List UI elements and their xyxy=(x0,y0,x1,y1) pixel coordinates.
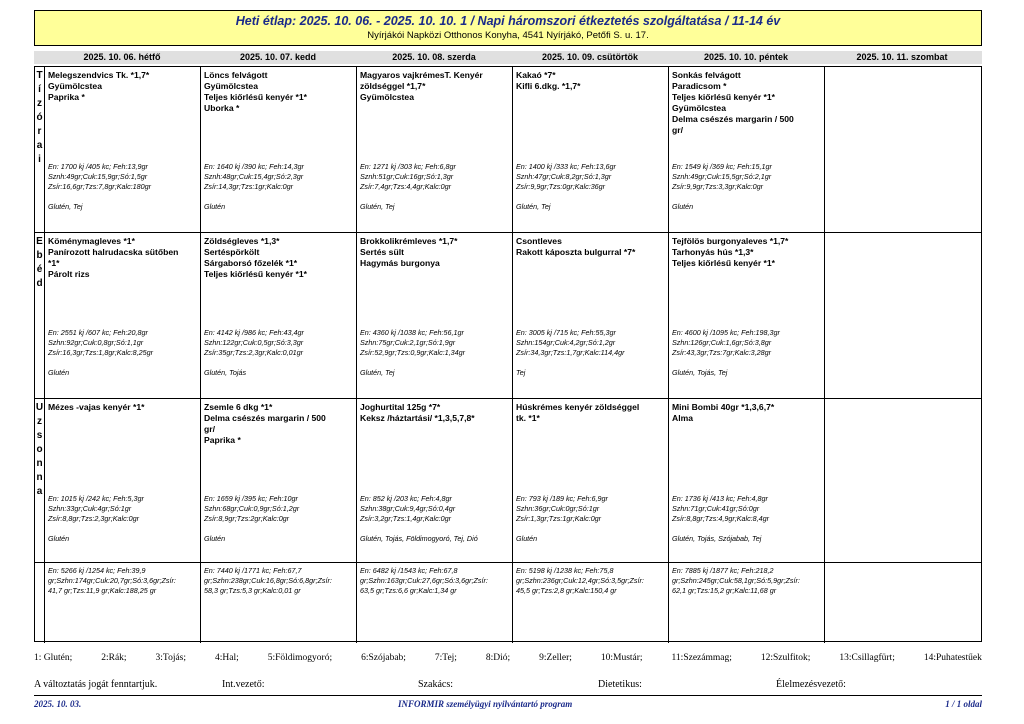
nutrition-line: Sznh:49gr;Cuk:15,9gr;Só:1,5gr xyxy=(48,172,148,181)
nutrition-line: En: 1736 kj /413 kc; Feh:4,8gr xyxy=(672,494,768,503)
menu-cell xyxy=(669,399,825,562)
meal-item: Melegszendvics Tk. *1,7* xyxy=(48,70,150,80)
meal-item: Delma csészés margarin / 500 xyxy=(672,114,794,124)
meal-item: tk. *1* xyxy=(516,413,540,423)
section-label-letter: s xyxy=(36,430,43,441)
meal-item: Mini Bombi 40gr *1,3,6,7* xyxy=(672,402,775,412)
meal-item: Paradicsom * xyxy=(672,81,727,91)
meal-item: gr/ xyxy=(204,424,215,434)
nutrition-line: Sznh:51gr;Cuk:16gr;Só:1,3gr xyxy=(360,172,454,181)
nutrition-line: Zsír:14,3gr;Tzs:1gr;Kalc:0gr xyxy=(204,182,294,191)
meal-item: Teljes kiőrlésű kenyér *1* xyxy=(204,269,308,279)
meal-item: Delma csészés margarin / 500 xyxy=(204,413,326,423)
day-header-monday: 2025. 10. 06. hétfő xyxy=(83,52,161,62)
nutrition-line: Szhn:33gr;Cuk:4gr;Só:1gr xyxy=(48,504,132,513)
allergen-info: Glutén, Tojás, Tej xyxy=(672,368,728,377)
section-label-letter: a xyxy=(36,486,43,497)
meal-item: Alma xyxy=(672,413,694,423)
section-label-letter: E xyxy=(36,236,43,247)
nutrition-line: En: 1700 kj /405 kc; Feh:13,9gr xyxy=(48,162,148,171)
allergen-info: Glutén, Tej xyxy=(48,202,83,211)
total-line: 41,7 gr;Tzs:11,9 gr;Kalc:188,25 gr xyxy=(48,586,157,595)
menu-cell xyxy=(201,399,357,562)
footer-page: 1 / 1 oldal xyxy=(945,699,982,709)
meal-items xyxy=(360,402,510,424)
menu-cell xyxy=(513,233,669,398)
meal-item: Köménymagleves *1* xyxy=(48,236,135,246)
footer-program: INFORMIR személyügyi nyilvántartó program xyxy=(398,699,573,709)
total-line: gr;Szhn:245gr;Cuk:58,1gr;Só:5,9gr;Zsír: xyxy=(672,576,800,585)
menu-cell xyxy=(45,233,201,398)
nutrition-line: Szhn:36gr;Cuk:0gr;Só:1gr xyxy=(516,504,600,513)
meal-item: Zöldségleves *1,3* xyxy=(204,236,280,246)
allergen-legend-item: 10:Mustár; xyxy=(600,653,643,663)
total-line: En: 7885 kj /1877 kc; Feh:218,2 xyxy=(672,566,774,575)
nutrition-line: Sznh:48gr;Cuk:15,4gr;Só:2,3gr xyxy=(204,172,304,181)
meal-section-label xyxy=(35,233,45,398)
meal-item: Mézes -vajas kenyér *1* xyxy=(48,402,145,412)
allergen-legend-item: 3:Tojás; xyxy=(155,653,187,663)
meal-items xyxy=(48,70,198,103)
section-label-letter: r xyxy=(37,126,42,137)
nutrition-line: En: 1400 kj /333 kc; Feh:13,6gr xyxy=(516,162,616,171)
totals-cell xyxy=(45,563,201,643)
allergen-legend-item: 9:Zeller; xyxy=(539,653,572,663)
meal-item: zöldséggel *1,7* xyxy=(360,81,426,91)
nutrition-info xyxy=(360,328,510,358)
meal-item: gr/ xyxy=(672,125,683,135)
total-line: gr;Szhn:174gr;Cuk:20,7gr;Só:3,6gr;Zsír: xyxy=(48,576,176,585)
meal-item: Rakott káposzta bulgurral *7* xyxy=(516,247,636,257)
nutrition-line: Zsír:9,9gr;Tzs:3,3gr;Kalc:0gr xyxy=(672,182,764,191)
section-label-letter: n xyxy=(36,472,43,483)
meal-section-label xyxy=(35,67,45,232)
total-line: gr;Szhn:238gr;Cuk:16,8gr;Só:6,8gr;Zsír: xyxy=(204,576,332,585)
allergen-info: Glutén xyxy=(204,202,226,211)
allergen-legend-item: 4:Hal; xyxy=(215,653,239,663)
totals-cell xyxy=(513,563,669,643)
page-title: Heti étlap: 2025. 10. 06. - 2025. 10. 10. 1 / Napi háromszori étkeztetés szolgáltatása / 11-14 év xyxy=(235,14,781,28)
menu-cell xyxy=(513,399,669,562)
menu-cell xyxy=(513,67,669,232)
meal-items xyxy=(204,402,354,446)
nutrition-info xyxy=(204,162,354,192)
meal-item: Uborka * xyxy=(204,103,240,113)
allergen-info: Tej xyxy=(516,368,526,377)
meal-item: Gyümölcstea xyxy=(204,81,258,91)
section-label-letter: z xyxy=(37,416,42,427)
nutrition-line: Sznh:47gr;Cuk:8,2gr;Só:1,3gr xyxy=(516,172,612,181)
meal-section-row xyxy=(35,233,981,399)
menu-cell xyxy=(201,233,357,398)
allergen-legend-item: 11:Szezámmag; xyxy=(671,653,732,663)
meal-item: Paprika * xyxy=(204,435,241,445)
meal-item: Keksz /háztartási/ *1,3,5,7,8* xyxy=(360,413,475,423)
nutrition-line: En: 4600 kj /1095 kc; Feh:198,3gr xyxy=(672,328,780,337)
footer-divider xyxy=(34,695,982,696)
meal-item: *1* xyxy=(48,258,60,268)
meal-items xyxy=(672,402,822,424)
allergen-info: Glutén, Tojás xyxy=(204,368,247,377)
nutrition-line: Zsír:8,9gr;Tzs:2gr;Kalc:0gr xyxy=(204,514,290,523)
meal-item: Zsemle 6 dkg *1* xyxy=(204,402,273,412)
total-line: En: 5266 kj /1254 kc; Feh:39,9 xyxy=(48,566,146,575)
nutrition-line: En: 3005 kj /715 kc; Feh:55,3gr xyxy=(516,328,616,337)
menu-cell xyxy=(669,67,825,232)
totals-cell xyxy=(201,563,357,643)
meal-items xyxy=(204,236,354,280)
allergen-info: Glutén, Tojás, Földimogyoró, Tej, Dió xyxy=(360,534,478,543)
meal-items xyxy=(48,402,198,413)
day-header-saturday: 2025. 10. 11. szombat xyxy=(856,52,948,62)
nutrition-info xyxy=(204,328,354,358)
menu-cell xyxy=(357,399,513,562)
meal-items xyxy=(516,70,666,92)
section-label-letter: ó xyxy=(36,112,43,123)
meal-section-row xyxy=(35,399,981,563)
nutrition-info xyxy=(48,328,198,358)
section-label-letter: é xyxy=(36,264,43,275)
section-label-letter: b xyxy=(36,250,43,261)
allergen-legend-item: 8:Dió; xyxy=(485,653,511,663)
allergen-legend-item: 2:Rák; xyxy=(101,653,127,663)
nutrition-line: Szhn:122gr;Cuk:0,5gr;Só:3,3gr xyxy=(204,338,304,347)
meal-item: Gyümölcstea xyxy=(360,92,414,102)
section-label-letter: n xyxy=(36,458,43,469)
meal-item: Gyümölcstea xyxy=(672,103,726,113)
meal-item: Tejfölös burgonyaleves *1,7* xyxy=(672,236,789,246)
nutrition-line: Zsír:35gr;Tzs:2,3gr;Kalc:0,01gr xyxy=(204,348,304,357)
menu-cell xyxy=(357,233,513,398)
meal-item: Panírozott halrudacska sütőben xyxy=(48,247,179,257)
meal-item: Sárgaborsó főzelék *1* xyxy=(204,258,298,268)
allergen-legend-item: 12:Szulfitok; xyxy=(760,653,811,663)
nutrition-line: En: 1659 kj /395 kc; Feh:10gr xyxy=(204,494,298,503)
nutrition-info xyxy=(360,162,510,192)
day-header-wednesday: 2025. 10. 08. szerda xyxy=(392,52,476,62)
menu-grid xyxy=(34,66,982,642)
day-header-row xyxy=(34,51,982,64)
meal-item: Párolt rizs xyxy=(48,269,90,279)
totals-cell xyxy=(357,563,513,643)
signature-szakacs: Szakács: xyxy=(418,679,453,690)
nutrition-line: En: 4142 kj /986 kc; Feh:43,4gr xyxy=(204,328,304,337)
allergen-legend-item: 5:Földimogyoró; xyxy=(267,653,333,663)
total-line: 63,5 gr;Tzs:6,6 gr;Kalc:1,34 gr xyxy=(360,586,457,595)
allergen-info: Glutén xyxy=(48,534,70,543)
allergen-info: Glutén, Tej xyxy=(516,202,551,211)
section-label-letter: T xyxy=(36,70,43,81)
meal-items xyxy=(48,236,198,280)
daily-total-nutrition xyxy=(204,566,354,596)
menu-cell xyxy=(201,67,357,232)
meal-items xyxy=(672,236,822,269)
meal-item: Hagymás burgonya xyxy=(360,258,440,268)
total-line: En: 6482 kj /1543 kc; Feh:67,8 xyxy=(360,566,458,575)
nutrition-line: Zsír:1,3gr;Tzs:1gr;Kalc:0gr xyxy=(516,514,602,523)
nutrition-info xyxy=(516,328,666,358)
menu-cell xyxy=(357,67,513,232)
allergen-info: Glutén, Tojás, Szójabab, Tej xyxy=(672,534,762,543)
menu-cell xyxy=(825,233,981,398)
allergen-legend-item: 6:Szójabab; xyxy=(361,653,406,663)
section-label-letter: í xyxy=(38,84,41,95)
daily-totals-row xyxy=(35,563,981,643)
meal-item: Teljes kiőrlésű kenyér *1* xyxy=(204,92,308,102)
nutrition-line: Zsír:9,9gr;Tzs:0gr;Kalc:36gr xyxy=(516,182,606,191)
section-label-letter: a xyxy=(36,140,43,151)
total-line: En: 5198 kj /1238 kc; Feh:75,8 xyxy=(516,566,614,575)
allergen-legend-item: 14:Puhatestűek xyxy=(923,653,982,663)
nutrition-info xyxy=(516,494,666,524)
meal-items xyxy=(204,70,354,114)
meal-item: Csontleves xyxy=(516,236,562,246)
day-header-tuesday: 2025. 10. 07. kedd xyxy=(239,52,317,62)
section-label-letter: o xyxy=(36,444,43,455)
allergen-legend-item: 13:Csillagfürt; xyxy=(839,653,895,663)
day-header-thursday: 2025. 10. 09. csütörtök xyxy=(541,52,639,62)
nutrition-line: Zsír:7,4gr;Tzs:4,4gr;Kalc:0gr xyxy=(360,182,452,191)
section-label-letter: d xyxy=(36,278,43,289)
meal-items xyxy=(360,70,510,103)
meal-item: Joghurtital 125g *7* xyxy=(360,402,441,412)
day-header-friday: 2025. 10. 10. péntek xyxy=(703,52,789,62)
meal-item: Teljes kiőrlésű kenyér *1* xyxy=(672,92,776,102)
nutrition-info xyxy=(672,494,822,524)
nutrition-line: Szhn:154gr;Cuk:4,2gr;Só:1,2gr xyxy=(516,338,616,347)
allergen-legend-item: 7:Tej; xyxy=(434,653,457,663)
allergen-legend xyxy=(34,653,982,663)
meal-item: Gyümölcstea xyxy=(48,81,102,91)
daily-total-nutrition xyxy=(48,566,198,596)
daily-total-nutrition xyxy=(516,566,666,596)
meal-item: Magyaros vajkrémesT. Kenyér xyxy=(360,70,483,80)
nutrition-line: En: 1271 kj /303 kc; Feh:6,8gr xyxy=(360,162,456,171)
nutrition-line: En: 1640 kj /390 kc; Feh:14,3gr xyxy=(204,162,304,171)
nutrition-line: Zsír:34,3gr;Tzs:1,7gr;Kalc:114,4gr xyxy=(516,348,625,357)
meal-items xyxy=(672,70,822,136)
meal-section-label xyxy=(35,399,45,562)
allergen-legend-item: 1: Glutén; xyxy=(34,653,73,663)
meal-item: Teljes kiőrlésű kenyér *1* xyxy=(672,258,776,268)
daily-total-nutrition xyxy=(360,566,510,596)
meal-item: Kifli 6.dkg. *1,7* xyxy=(516,81,581,91)
menu-cell xyxy=(825,399,981,562)
nutrition-info xyxy=(48,162,198,192)
total-line: gr;Szhn:163gr;Cuk:27,6gr;Só:3,6gr;Zsír: xyxy=(360,576,488,585)
menu-cell xyxy=(669,233,825,398)
nutrition-info xyxy=(672,162,822,192)
total-line: gr;Szhn:236gr;Cuk:12,4gr;Só:3,5gr;Zsír: xyxy=(516,576,644,585)
nutrition-info xyxy=(204,494,354,524)
total-line: 45,5 gr;Tzs:2,8 gr;Kalc:150,4 gr xyxy=(516,586,617,595)
meal-item: Sertéspörkölt xyxy=(204,247,260,257)
meal-section-row xyxy=(35,67,981,233)
meal-item: Húskrémes kenyér zöldséggel xyxy=(516,402,640,412)
nutrition-line: En: 1549 kj /369 kc; Feh:15,1gr xyxy=(672,162,772,171)
nutrition-line: Szhn:38gr;Cuk:9,4gr;Só:0,4gr xyxy=(360,504,456,513)
meal-item: Sonkás felvágott xyxy=(672,70,741,80)
nutrition-line: En: 2551 kj /607 kc; Feh:20,8gr xyxy=(48,328,148,337)
meal-item: Kakaó *7* xyxy=(516,70,556,80)
daily-total-nutrition xyxy=(672,566,822,596)
meal-item: Löncs felvágott xyxy=(204,70,268,80)
rights-note: A változtatás jogát fenntartjuk. xyxy=(34,679,158,690)
signature-int-vezeto: Int.vezető: xyxy=(222,679,265,690)
totals-label xyxy=(35,563,45,643)
nutrition-line: Zsír:16,6gr;Tzs:7,8gr;Kalc:180gr xyxy=(48,182,152,191)
nutrition-line: En: 852 kj /203 kc; Feh:4,8gr xyxy=(360,494,452,503)
nutrition-line: Zsír:16,3gr;Tzs:1,8gr;Kalc:8,25gr xyxy=(48,348,154,357)
total-line: En: 7440 kj /1771 kc; Feh:67,7 xyxy=(204,566,302,575)
allergen-info: Glutén xyxy=(204,534,226,543)
totals-cell xyxy=(669,563,825,643)
nutrition-line: Zsír:8,8gr;Tzs:2,3gr;Kalc:0gr xyxy=(48,514,140,523)
nutrition-info xyxy=(672,328,822,358)
nutrition-line: Zsír:43,3gr;Tzs:7gr;Kalc:3,28gr xyxy=(672,348,772,357)
nutrition-line: Szhn:126gr;Cuk:1,6gr;Só:3,8gr xyxy=(672,338,772,347)
nutrition-line: En: 793 kj /189 kc; Feh:6,9gr xyxy=(516,494,608,503)
page-subtitle: Nyírjákói Napközi Otthonos Konyha, 4541 Nyírjákó, Petőfi S. u. 17. xyxy=(367,30,649,41)
footer-date: 2025. 10. 03. xyxy=(34,699,82,709)
day-header-spacer xyxy=(34,51,44,64)
meal-items xyxy=(360,236,510,269)
meal-item: Tarhonyás hús *1,3* xyxy=(672,247,754,257)
nutrition-line: Szhn:68gr;Cuk:0,9gr;Só:1,2gr xyxy=(204,504,300,513)
section-label-letter: i xyxy=(38,154,41,165)
nutrition-line: Szhn:71gr;Cuk:41gr;Só:0gr xyxy=(672,504,760,513)
meal-item: Sertés sült xyxy=(360,247,404,257)
total-line: 62,1 gr;Tzs:15,2 gr;Kalc:11,68 gr xyxy=(672,586,777,595)
signature-elelmezesvezeto: Élelmezésvezető: xyxy=(776,679,846,690)
meal-item: Brokkolikrémleves *1,7* xyxy=(360,236,458,246)
nutrition-line: Szhn:75gr;Cuk:2,1gr;Só:1,9gr xyxy=(360,338,456,347)
menu-cell xyxy=(825,67,981,232)
nutrition-line: Sznh:49gr;Cuk:15,5gr;Só:2,1gr xyxy=(672,172,772,181)
nutrition-line: En: 4360 kj /1038 kc; Feh:56,1gr xyxy=(360,328,464,337)
nutrition-line: En: 1015 kj /242 kc; Feh:5,3gr xyxy=(48,494,144,503)
nutrition-line: Zsír:8,8gr;Tzs:4,9gr;Kalc:8,4gr xyxy=(672,514,770,523)
meal-item: Paprika * xyxy=(48,92,85,102)
menu-cell xyxy=(45,67,201,232)
allergen-info: Glutén xyxy=(516,534,538,543)
section-label-letter: U xyxy=(35,402,44,413)
nutrition-info xyxy=(360,494,510,524)
nutrition-line: Zsír:3,2gr;Tzs:1,4gr;Kalc:0gr xyxy=(360,514,452,523)
allergen-info: Glutén xyxy=(672,202,694,211)
section-label-letter: z xyxy=(37,98,42,109)
nutrition-line: Zsír:52,9gr;Tzs:0,9gr;Kalc:1,34gr xyxy=(360,348,466,357)
totals-cell xyxy=(825,563,981,643)
total-line: 58,3 gr;Tzs:5,3 gr;Kalc:0,01 gr xyxy=(204,586,301,595)
allergen-info: Glutén xyxy=(48,368,70,377)
menu-cell xyxy=(45,399,201,562)
nutrition-info xyxy=(48,494,198,524)
meal-items xyxy=(516,402,666,424)
nutrition-line: Szhn:92gr;Cuk:0,8gr;Só:1,1gr xyxy=(48,338,144,347)
title-box xyxy=(34,10,982,46)
meal-items xyxy=(516,236,666,258)
signature-dietetikus: Dietetikus: xyxy=(598,679,642,690)
allergen-info: Glutén, Tej xyxy=(360,368,395,377)
allergen-info: Glutén, Tej xyxy=(360,202,395,211)
nutrition-info xyxy=(516,162,666,192)
